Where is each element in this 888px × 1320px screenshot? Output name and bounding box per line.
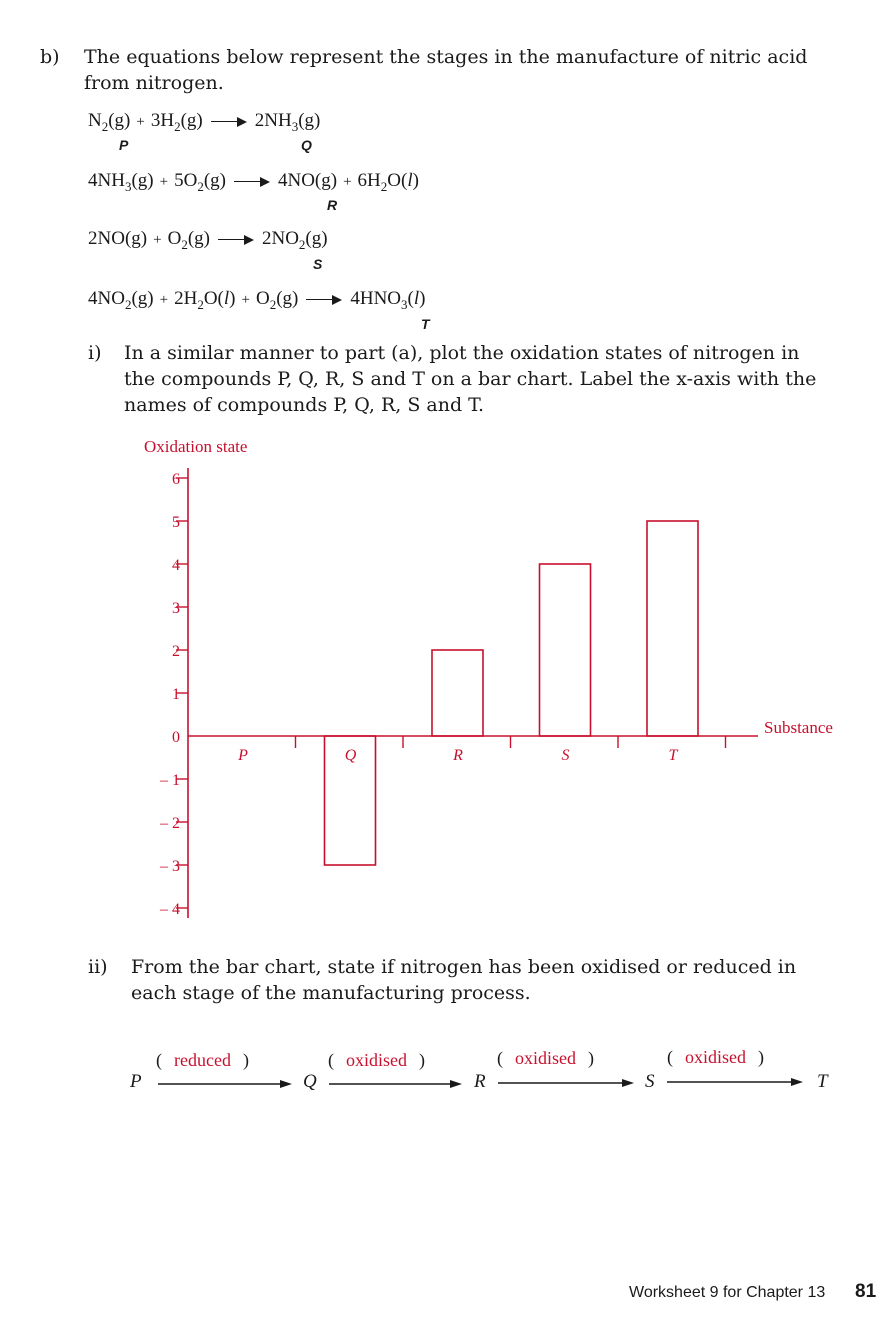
- compound-mark-t: T: [421, 316, 430, 332]
- answer-stage-3-word: oxidised: [515, 1048, 576, 1068]
- oxidation-state-chart: [0, 420, 888, 940]
- part-i-number: i): [88, 342, 102, 364]
- chain-arrows: [0, 1070, 888, 1100]
- page-number: 81: [855, 1281, 877, 1302]
- y-tick-label: – 1: [160, 772, 180, 789]
- y-tick-label: 5: [172, 514, 180, 531]
- equation-2: $4NH_3(g) + 5O_2(g) 4NO(g) + 6H_2O(l)$: [88, 170, 419, 194]
- y-tick-label: 3: [172, 600, 180, 617]
- equation-3: $2NO(g) + O_2(g)$ $2NO_2(g)$: [88, 228, 328, 252]
- x-category-label-s: S: [561, 747, 570, 764]
- chain-node-p: P: [130, 1071, 142, 1092]
- answer-stage-2-word: oxidised: [346, 1050, 407, 1070]
- part-ii-text: From the bar chart, state if nitrogen has been oxidised or reduced in each stage of the manufacturing process.: [131, 956, 797, 1004]
- x-category-label-t: T: [668, 747, 678, 764]
- part-i-text: In a similar manner to part (a), plot the oxidation states of nitrogen in the compounds P, Q, R, S and T on a bar chart. Label the x-axis with the names of compounds P, Q, R, S and T.: [124, 342, 817, 416]
- y-tick-label: – 4: [160, 901, 180, 918]
- answer-stage-3: ( oxidised ): [497, 1048, 594, 1068]
- compound-mark-q: Q: [301, 137, 312, 153]
- x-category-label-p: P: [238, 747, 248, 764]
- equation-1: $N_2(g) + 3H_2(g)$ $2NH_3(g)$: [88, 110, 321, 134]
- bar-s: [540, 564, 591, 736]
- x-category-label-r: R: [453, 747, 463, 764]
- y-axis-title: Oxidation state: [144, 437, 248, 456]
- chain-node-r: R: [474, 1071, 486, 1092]
- footer-title: Worksheet 9 for Chapter 13: [629, 1284, 826, 1301]
- question-intro: The equations below represent the stages in the manufacture of nitric acid from nitrogen.: [84, 46, 808, 94]
- part-i: [88, 340, 828, 420]
- answer-stage-1: ( reduced ): [156, 1050, 249, 1070]
- chain-node-q: Q: [303, 1071, 317, 1092]
- y-tick-label: 1: [172, 686, 180, 703]
- chain-node-t: T: [817, 1071, 828, 1092]
- answer-stage-1-word: reduced: [174, 1050, 231, 1070]
- chain-arrow-1-head: [280, 1080, 292, 1088]
- part-ii: [88, 954, 848, 1010]
- chain-arrow-4-head: [791, 1078, 803, 1086]
- compound-mark-r: R: [327, 197, 338, 213]
- bar-t: [647, 521, 698, 736]
- x-axis-title: Substance: [764, 718, 833, 737]
- chain-arrow-2-head: [450, 1080, 462, 1088]
- bar-r: [432, 650, 483, 736]
- y-tick-label: – 3: [160, 858, 180, 875]
- chain-arrow-3-head: [622, 1079, 634, 1087]
- compound-mark-p: P: [119, 137, 129, 153]
- chart-layer: [144, 437, 833, 918]
- y-tick-label: – 2: [160, 815, 180, 832]
- y-tick-label: 2: [172, 643, 180, 660]
- answer-stage-4: ( oxidised ): [667, 1047, 764, 1067]
- x-category-label-q: Q: [344, 747, 357, 764]
- chain-node-s: S: [645, 1071, 655, 1092]
- y-tick-label: 4: [172, 557, 180, 574]
- part-ii-number: ii): [88, 956, 108, 978]
- equation-4: $4NO_2(g) + 2H_2O(l) + O_2(g)$ $4HNO_3(l)$: [88, 288, 426, 312]
- y-tick-label: 0: [172, 729, 180, 746]
- answer-stage-4-word: oxidised: [685, 1047, 746, 1067]
- answer-stage-2: ( oxidised ): [328, 1050, 425, 1070]
- compound-mark-s: S: [313, 256, 323, 272]
- question-label: b): [40, 46, 60, 68]
- y-tick-label: 6: [172, 471, 180, 488]
